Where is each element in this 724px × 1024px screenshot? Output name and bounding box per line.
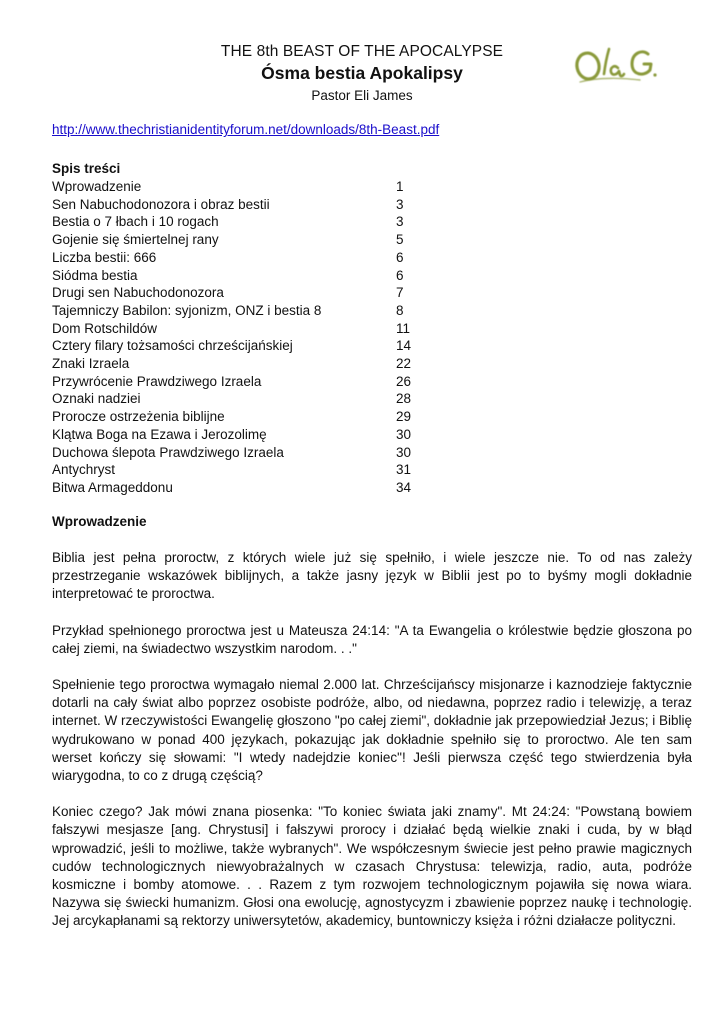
toc-entry[interactable]	[52, 426, 452, 444]
toc-entry-page: 11	[396, 320, 411, 336]
toc-entry[interactable]	[52, 479, 452, 497]
toc-entry-label: Cztery filary tożsamości chrześcijańskiej	[52, 338, 293, 354]
toc-entry[interactable]	[52, 196, 452, 214]
signature-logo-graphic	[574, 44, 660, 88]
toc-entry-page: 14	[396, 338, 412, 354]
toc-entry-label: Wprowadzenie	[52, 179, 142, 194]
toc-entry[interactable]	[52, 231, 452, 249]
intro-heading: Wprowadzenie	[52, 514, 147, 529]
toc-entry-page: 6	[396, 249, 404, 265]
paragraph: Koniec czego? Jak mówi znana piosenka: "To koniec świata jaki znamy". Mt 24:24: "Powstaną bowiem fałszywi mesjasze [ang. Chrystusi] i fałszywi prorocy i działać będą wielkie znaki i cuda, by w błąd wprowadzić, jeśli to możliwe, także wybranych". We współczesnym świecie jest pełno prawie magicznych cudów technologicznych niewyobrażalnych w czasach Chrystusa: telewizja, radio, auta, podróże kosmiczne i bomby atomowe. . . Razem z tym rozwojem technologicznym pojawiła się nowa wiara. Nazywa się świecki humanizm. Głosi ona ewolucję, agnostycyzm i zbawienie poprzez naukę i technologię. Jej arcykapłanami są rektorzy uniwersytetów, akademicy, buntowniczy księża i różni działacze polityczni.	[52, 804, 692, 929]
toc-entry-label: Dom Rotschildów	[52, 320, 158, 336]
toc-entry-label: Klątwa Boga na Ezawa i Jerozolimę	[52, 426, 267, 442]
toc-entry[interactable]	[52, 461, 452, 479]
toc-entry-page: 8	[396, 302, 404, 318]
toc-entry-page: 6	[396, 267, 404, 283]
toc-entry-page: 3	[396, 196, 404, 212]
toc-entry-page: 34	[396, 479, 412, 495]
intro-body	[52, 549, 692, 949]
toc-entry-page: 29	[396, 409, 412, 425]
paragraph: Biblia jest pełna proroctw, z których wiele już się spełniło, i wiele jeszcze nie. To od nas zależy przestrzeganie wskazówek biblijnych, a także jasny język w Biblii jest po to byśmy mogli dokładnie interpretować te proroctwa.	[52, 550, 692, 602]
toc-entry-page: 26	[396, 373, 412, 389]
toc-entry[interactable]	[52, 320, 452, 338]
toc-entry[interactable]	[52, 337, 452, 355]
paragraph: Przykład spełnionego proroctwa jest u Mateusza 24:14: "A ta Ewangelia o królestwie będzie głoszona po całej ziemi, na świadectwo wszystkim narodom. . ."	[52, 622, 692, 656]
toc-entry[interactable]	[52, 267, 452, 285]
signature-logo-icon	[574, 44, 660, 88]
toc-entry-label: Sen Nabuchodonozora i obraz bestii	[52, 196, 270, 212]
toc-entry-page: 7	[396, 285, 404, 301]
toc-entry-label: Bestia o 7 łbach i 10 rogach	[52, 214, 219, 230]
toc-entry-page: 31	[396, 462, 412, 478]
toc-entry[interactable]	[52, 284, 452, 302]
toc-entry-page: 30	[396, 426, 412, 442]
toc-heading: Spis treści	[52, 161, 121, 176]
toc-entry[interactable]	[52, 302, 452, 320]
toc-entry[interactable]	[52, 390, 452, 408]
toc-entry-label: Prorocze ostrzeżenia biblijne	[52, 409, 225, 425]
toc-entry[interactable]	[52, 249, 452, 267]
toc-entry-page: 1	[396, 179, 404, 194]
toc-entry-label: Antychryst	[52, 462, 116, 478]
toc-entry-page: 22	[396, 356, 412, 372]
toc-entry[interactable]	[52, 213, 452, 231]
toc-entry-label: Oznaki nadziei	[52, 391, 141, 407]
toc-entry[interactable]	[52, 373, 452, 391]
toc-entry-label: Tajemniczy Babilon: syjonizm, ONZ i bestia 8	[52, 302, 322, 318]
toc-entry-label: Gojenie się śmiertelnej rany	[52, 232, 219, 248]
toc-entry-page: 3	[396, 214, 404, 230]
toc-entry-label: Liczba bestii: 666	[52, 249, 157, 265]
toc-entry-page: 30	[396, 444, 412, 460]
toc-entry-label: Przywrócenie Prawdziwego Izraela	[52, 373, 262, 389]
document-title-english: THE 8th BEAST OF THE APOCALYPSE	[220, 43, 504, 60]
table-of-contents	[52, 160, 452, 497]
toc-entry-label: Bitwa Armageddonu	[52, 479, 173, 495]
toc-entry-page: 28	[396, 391, 412, 407]
toc-list	[52, 178, 452, 497]
toc-entry-label: Drugi sen Nabuchodonozora	[52, 285, 224, 301]
toc-entry[interactable]	[52, 355, 452, 373]
toc-entry-label: Siódma bestia	[52, 267, 138, 283]
source-pdf-link[interactable]: http://www.thechristianidentityforum.net/downloads/8th-Beast.pdf	[52, 122, 440, 137]
toc-entry[interactable]	[52, 408, 452, 426]
toc-entry-label: Znaki Izraela	[52, 356, 130, 372]
paragraph: Spełnienie tego proroctwa wymagało niemal 2.000 lat. Chrześcijańscy misjonarze i kaznodzieje faktycznie dotarli na cały świat albo poprzez osobiste podróże, albo, od niedawna, poprzez radio i telewizję, a teraz internet. W rzeczywistości Ewangelię głoszono "po całej ziemi", dokładnie jak przepowiedział Jezus; i Biblię wydrukowano w ponad 400 językach, pokazując jak dokładnie spełniło się to proroctwo. Ale ten sam werset kończy się słowami: "I wtedy nadejdzie koniec"! Jeśli pierwsza część tego stwierdzenia była wiarygodna, to co z drugą częścią?	[52, 677, 692, 784]
toc-entry[interactable]	[52, 444, 452, 462]
toc-entry-label: Duchowa ślepota Prawdziwego Izraela	[52, 444, 284, 460]
toc-entry-page: 5	[396, 232, 404, 248]
toc-entry[interactable]	[52, 178, 452, 196]
author-name: Pastor Eli James	[311, 88, 413, 103]
document-title-polish: Ósma bestia Apokalipsy	[261, 63, 463, 83]
